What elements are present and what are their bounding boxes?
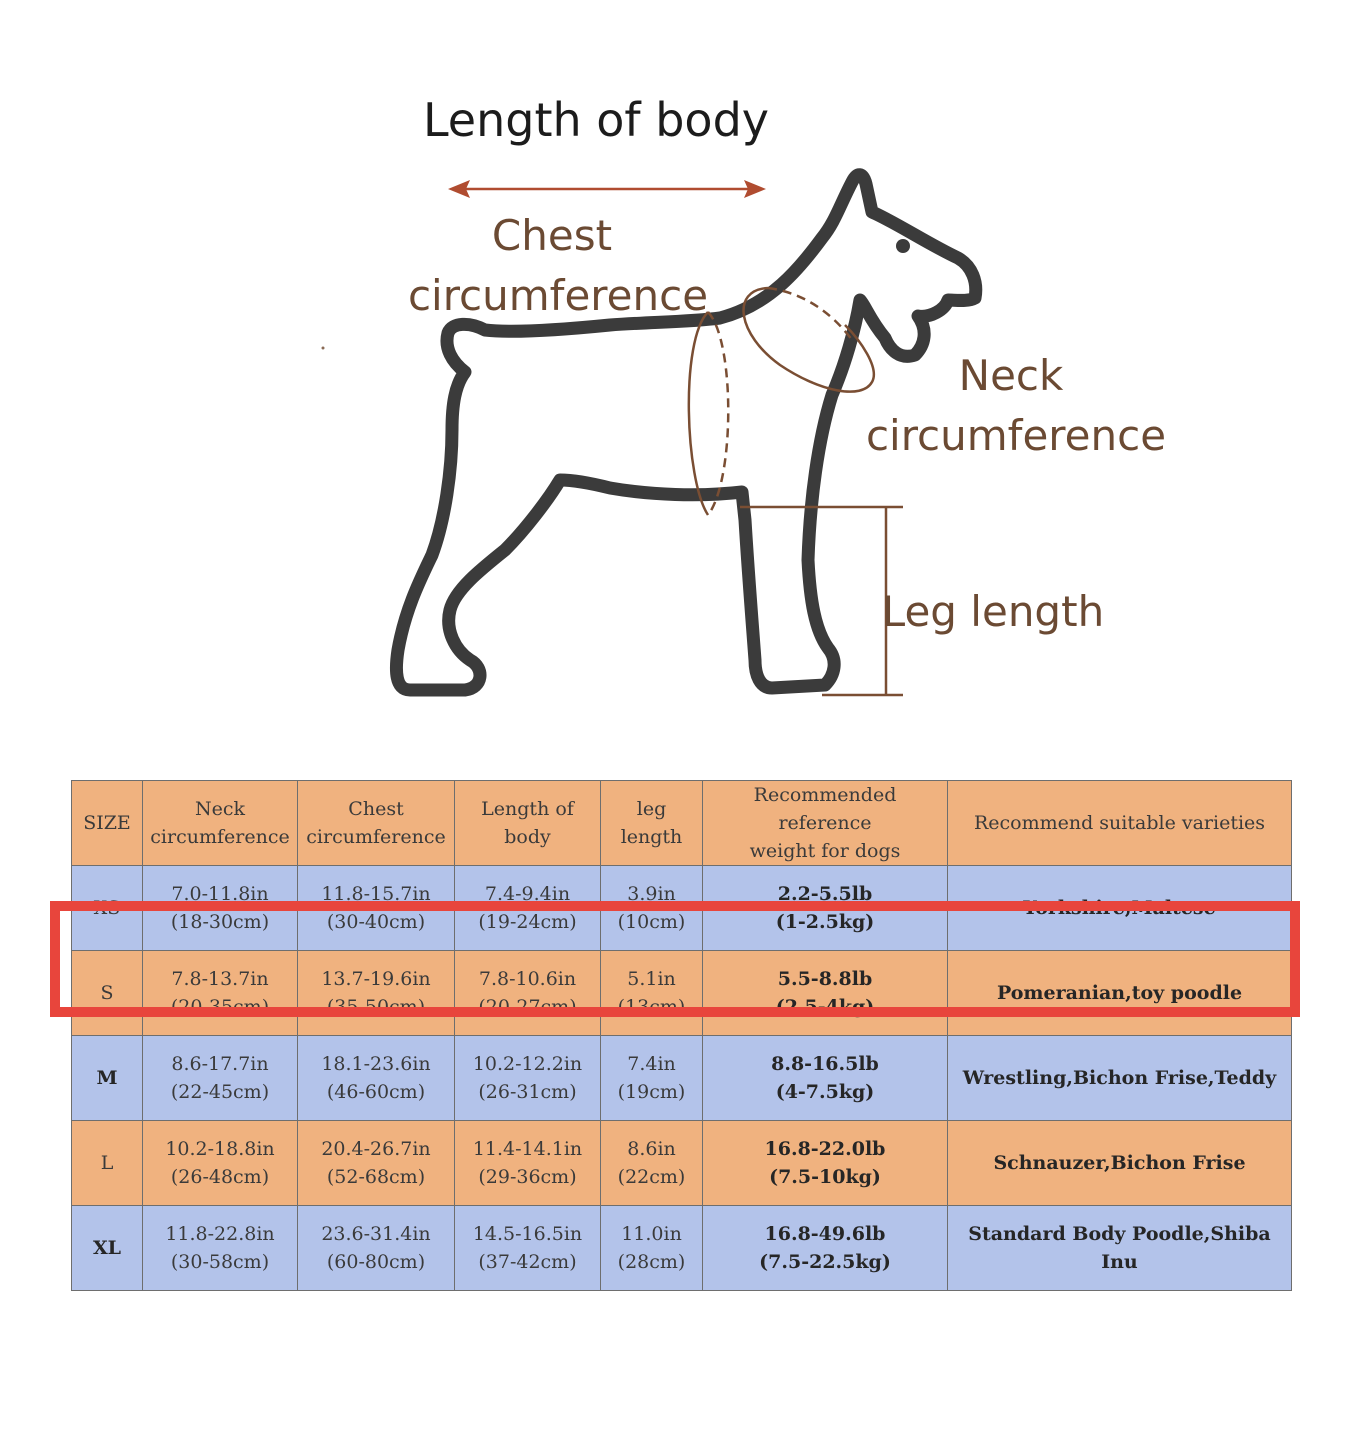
cell-neck: 10.2-18.8in (26-48cm): [143, 1121, 298, 1206]
header-chest: Chest circumference: [298, 781, 455, 866]
table-row: [72, 951, 1292, 1036]
cell-neck: 11.8-22.8in (30-58cm): [143, 1206, 298, 1291]
stray-dot: [322, 347, 325, 350]
table-row: [72, 1036, 1292, 1121]
cell-size: L: [72, 1121, 143, 1206]
table-row: [72, 1121, 1292, 1206]
cell-chest: 23.6-31.4in (60-80cm): [298, 1206, 455, 1291]
size-chart-table: [71, 780, 1292, 1291]
cell-size: S: [72, 951, 143, 1036]
label-neck-line1: Neck: [958, 351, 1064, 400]
table-row: [72, 1206, 1292, 1291]
header-weight: Recommended reference weight for dogs: [703, 781, 948, 866]
cell-length: 7.4-9.4in (19-24cm): [455, 866, 601, 951]
header-neck: Neck circumference: [143, 781, 298, 866]
cell-length: 10.2-12.2in (26-31cm): [455, 1036, 601, 1121]
header-length: Length of body: [455, 781, 601, 866]
label-chest-line1: Chest: [491, 211, 613, 260]
dog-eye: [896, 239, 910, 253]
cell-varieties: Pomeranian,toy poodle: [948, 951, 1292, 1036]
cell-weight: 2.2-5.5lb (1-2.5kg): [703, 866, 948, 951]
cell-size: XL: [72, 1206, 143, 1291]
cell-neck: 8.6-17.7in (22-45cm): [143, 1036, 298, 1121]
label-leg-length: Leg length: [881, 587, 1105, 636]
cell-varieties: Standard Body Poodle,Shiba Inu: [948, 1206, 1292, 1291]
cell-chest: 18.1-23.6in (46-60cm): [298, 1036, 455, 1121]
cell-varieties: Schnauzer,Bichon Frise: [948, 1121, 1292, 1206]
cell-weight: 8.8-16.5lb (4-7.5kg): [703, 1036, 948, 1121]
cell-length: 14.5-16.5in (37-42cm): [455, 1206, 601, 1291]
cell-weight: 16.8-22.0lb (7.5-10kg): [703, 1121, 948, 1206]
table-header-row: [72, 781, 1292, 866]
cell-weight: 5.5-8.8lb (2.5-4kg): [703, 951, 948, 1036]
cell-leg: 8.6in (22cm): [601, 1121, 703, 1206]
cell-leg: 3.9in (10cm): [601, 866, 703, 951]
cell-neck: 7.0-11.8in (18-30cm): [143, 866, 298, 951]
label-length-of-body: Length of body: [422, 93, 770, 147]
cell-chest: 13.7-19.6in (35-50cm): [298, 951, 455, 1036]
cell-leg: 7.4in (19cm): [601, 1036, 703, 1121]
table-row: [72, 866, 1292, 951]
cell-weight: 16.8-49.6lb (7.5-22.5kg): [703, 1206, 948, 1291]
cell-chest: 11.8-15.7in (30-40cm): [298, 866, 455, 951]
cell-leg: 5.1in (13cm): [601, 951, 703, 1036]
cell-length: 7.8-10.6in (20-27cm): [455, 951, 601, 1036]
cell-chest: 20.4-26.7in (52-68cm): [298, 1121, 455, 1206]
cell-varieties: Yorkshire,Maltese: [948, 866, 1292, 951]
label-chest-line2: circumference: [407, 271, 709, 320]
cell-size: M: [72, 1036, 143, 1121]
cell-neck: 7.8-13.7in (20-35cm): [143, 951, 298, 1036]
cell-leg: 11.0in (28cm): [601, 1206, 703, 1291]
header-size: SIZE: [72, 781, 143, 866]
cell-size: XS: [72, 866, 143, 951]
cell-varieties: Wrestling,Bichon Frise,Teddy: [948, 1036, 1292, 1121]
header-varieties: Recommend suitable varieties: [948, 781, 1292, 866]
header-leg: leg length: [601, 781, 703, 866]
cell-length: 11.4-14.1in (29-36cm): [455, 1121, 601, 1206]
label-neck-line2: circumference: [865, 411, 1167, 460]
